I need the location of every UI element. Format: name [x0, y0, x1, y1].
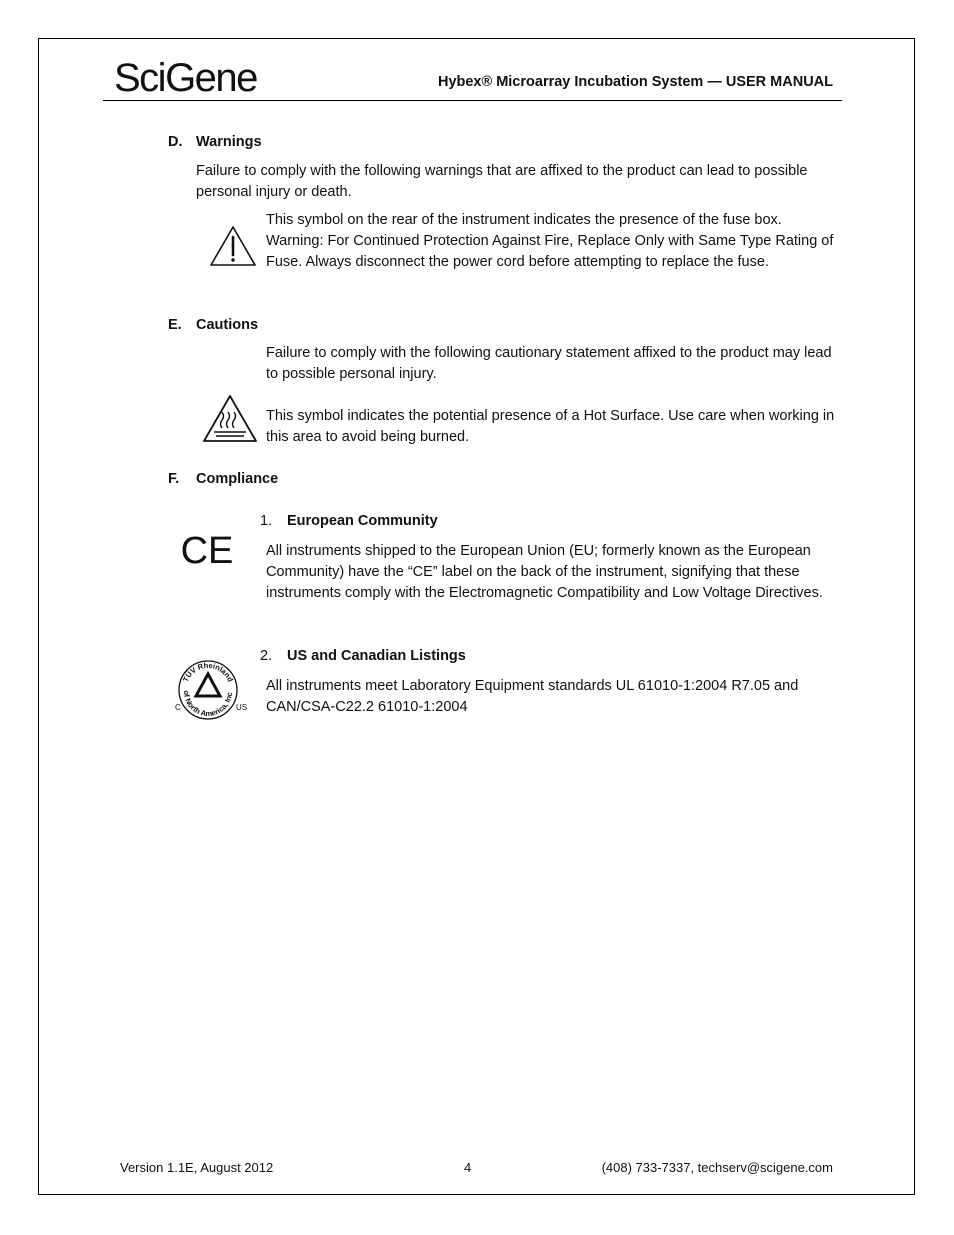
ce-mark-label: CE: [180, 530, 234, 572]
svg-text:of North America, Inc.: [172, 656, 234, 718]
section-heading-compliance: Compliance: [196, 471, 279, 487]
compliance-item-heading: European Community: [287, 513, 438, 529]
compliance-item-number: 2.: [260, 648, 273, 664]
section-letter-cautions: E.: [168, 317, 182, 333]
tuv-certification-icon: [172, 656, 252, 720]
warnings-item-text: This symbol on the rear of the instrument indicates the presence of the fuse box. Warning: For Continued Protection Against Fire, Replace Only with Same Type Rating of Fuse. Always disconnect the power cord before attempting to replace the fuse.: [266, 212, 834, 270]
cautions-intro: Failure to comply with the following cautionary statement affixed to the product may lead to possible personal injury.: [266, 345, 832, 382]
footer-version: Version 1.1E, August 2012: [120, 1160, 274, 1175]
header-title: Hybex® Microarray Incubation System — USER MANUAL: [437, 74, 833, 90]
header-divider: [103, 100, 842, 101]
warnings-intro: Failure to comply with the following warnings that are affixed to the product can lead to possible personal injury or death.: [196, 163, 808, 200]
ce-mark-icon: [180, 530, 234, 572]
scigene-logo: SciGene: [114, 56, 257, 100]
section-heading-warnings: Warnings: [196, 134, 262, 150]
section-letter-compliance: F.: [168, 471, 180, 487]
hot-surface-icon: [202, 394, 258, 444]
compliance-item-heading: US and Canadian Listings: [287, 648, 466, 664]
section-heading-cautions: Cautions: [196, 317, 259, 333]
warning-triangle-icon: [208, 224, 258, 268]
tuv-c-label: C: [175, 703, 181, 712]
section-letter-warnings: D.: [168, 134, 183, 150]
compliance-item-number: 1.: [260, 513, 273, 529]
footer-contact: (408) 733-7337, techserv@scigene.com: [601, 1160, 833, 1175]
tuv-top-label: TÜV Rheinland: [180, 660, 236, 684]
compliance-item-text: All instruments meet Laboratory Equipment standards UL 61010-1:2004 R7.05 and CAN/CSA-C22.2 61010-1:2004: [266, 678, 799, 715]
tuv-us-label: US: [236, 703, 248, 712]
footer-page-number: 4: [464, 1160, 472, 1175]
cautions-item-text: This symbol indicates the potential presence of a Hot Surface. Use care when working in this area to avoid being burned.: [266, 408, 835, 445]
tuv-bottom-label: of North America, Inc: [181, 690, 235, 719]
compliance-item-text: All instruments shipped to the European Union (EU; formerly known as the European Community) have the “CE” label on the back of the instrument, signifying that these instruments comply with the Electromagnetic Compatibility and Low Voltage Directives.: [266, 543, 823, 601]
